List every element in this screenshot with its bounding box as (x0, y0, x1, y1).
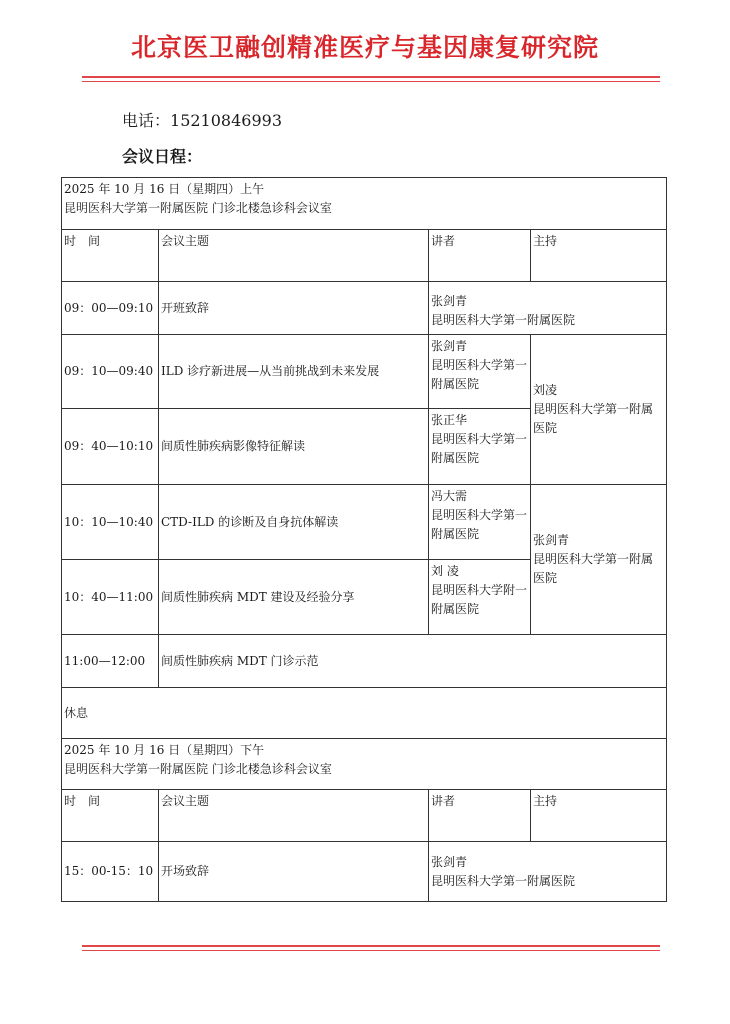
row-speaker (429, 842, 667, 902)
row-speaker (429, 560, 531, 635)
col-time-header: 时 间 (62, 230, 159, 282)
break-row (62, 688, 667, 739)
break-label: 休息 (62, 688, 667, 739)
table-row (62, 282, 667, 335)
header-rule (82, 76, 660, 78)
speaker-org: 昆明医科大学第一附属医院 (431, 313, 576, 327)
contact-phone (122, 108, 282, 131)
session-header-afternoon (62, 739, 667, 790)
session-info (62, 178, 667, 230)
column-header-row (62, 230, 667, 282)
phone-number: 15210846993 (170, 111, 282, 130)
row-time: 09：00—09:10 (62, 282, 159, 335)
row-topic: 间质性肺疾病影像特征解读 (159, 409, 429, 485)
row-topic: ILD 诊疗新进展—从当前挑战到未来发展 (159, 335, 429, 409)
row-topic: 间质性肺疾病 MDT 建设及经验分享 (159, 560, 429, 635)
speaker-name: 张剑青 (431, 294, 468, 308)
schedule-table (61, 177, 667, 902)
row-speaker (429, 282, 667, 335)
session-venue: 昆明医科大学第一附属医院 门诊北楼急诊科会议室 (64, 201, 332, 215)
host-name: 张剑青 (533, 533, 570, 547)
row-topic: 开班致辞 (159, 282, 429, 335)
col-host-header: 主持 (531, 790, 667, 842)
col-topic-header: 会议主题 (159, 230, 429, 282)
table-row (62, 485, 667, 560)
session-date: 2025 年 10 月 16 日（星期四）上午 (64, 182, 265, 196)
session-header-morning (62, 178, 667, 230)
host-cell (531, 485, 667, 635)
host-org: 昆明医科大学第一附属医院 (533, 552, 654, 585)
speaker-org: 昆明医科大学附一附属医院 (431, 583, 528, 616)
agenda-heading: 会议日程： (122, 147, 203, 166)
speaker-name: 刘 凌 (431, 564, 459, 578)
table-row (62, 335, 667, 409)
row-time: 11:00—12:00 (62, 635, 159, 688)
session-date: 2025 年 10 月 16 日（星期四）下午 (64, 743, 265, 757)
col-time-header: 时 间 (62, 790, 159, 842)
row-time: 15：00-15：10 (62, 842, 159, 902)
speaker-org: 昆明医科大学第一附属医院 (431, 432, 528, 465)
speaker-org: 昆明医科大学第一附属医院 (431, 358, 528, 391)
footer-rule-thin (82, 950, 660, 951)
speaker-name: 冯大需 (431, 489, 468, 503)
row-speaker (429, 485, 531, 560)
speaker-name: 张正华 (431, 413, 468, 427)
row-time: 09：10—09:40 (62, 335, 159, 409)
session-venue: 昆明医科大学第一附属医院 门诊北楼急诊科会议室 (64, 762, 332, 776)
host-cell (531, 335, 667, 485)
row-time: 09：40—10:10 (62, 409, 159, 485)
row-topic: 间质性肺疾病 MDT 门诊示范 (159, 635, 667, 688)
speaker-org: 昆明医科大学第一附属医院 (431, 508, 528, 541)
speaker-org: 昆明医科大学第一附属医院 (431, 873, 576, 888)
col-host-header: 主持 (531, 230, 667, 282)
col-topic-header: 会议主题 (159, 790, 429, 842)
speaker-name: 张剑青 (431, 854, 468, 869)
host-name: 刘凌 (533, 383, 558, 397)
footer-rule (82, 945, 660, 947)
col-speaker-header: 讲者 (429, 230, 531, 282)
org-title: 北京医卫融创精准医疗与基因康复研究院 (130, 33, 599, 62)
row-topic: 开场致辞 (159, 842, 429, 902)
table-row (62, 635, 667, 688)
row-speaker (429, 409, 531, 485)
host-org: 昆明医科大学第一附属医院 (533, 402, 654, 435)
session-info (62, 739, 667, 790)
speaker-name: 张剑青 (431, 339, 468, 353)
table-row (62, 842, 667, 902)
row-time: 10：10—10:40 (62, 485, 159, 560)
column-header-row (62, 790, 667, 842)
row-topic: CTD-ILD 的诊断及自身抗体解读 (159, 485, 429, 560)
col-speaker-header: 讲者 (429, 790, 531, 842)
header-rule-thin (82, 81, 660, 82)
phone-label: 电话： (122, 111, 171, 130)
row-time: 10：40—11:00 (62, 560, 159, 635)
row-speaker (429, 335, 531, 409)
